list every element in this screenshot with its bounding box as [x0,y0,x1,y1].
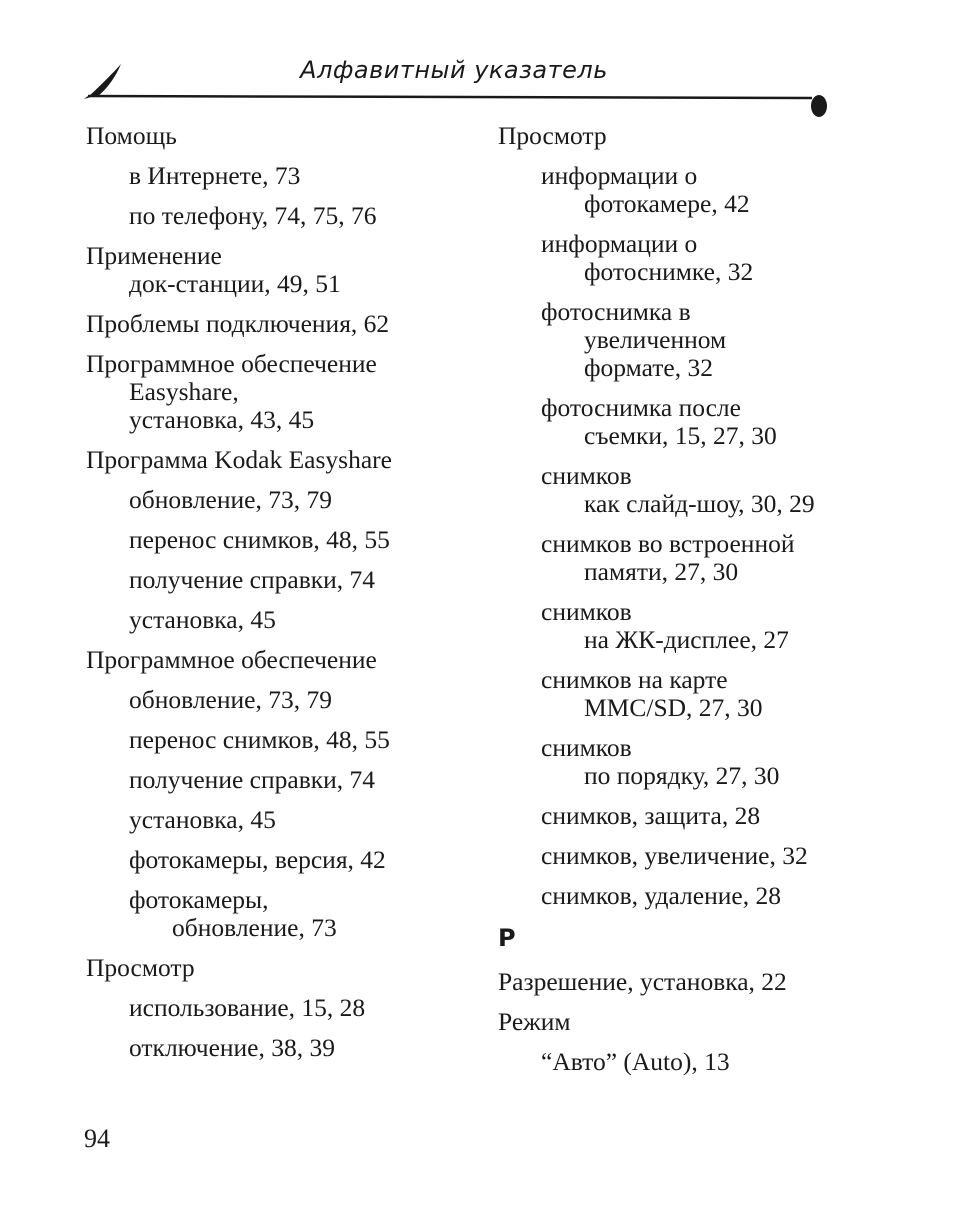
index-entry [498,122,898,150]
index-entry [86,726,486,754]
index-term-continuation: фотокамере, 42 [584,189,750,218]
index-entry [86,242,486,298]
index-term: снимков на карте [541,665,728,694]
index-term: Программное обеспечение [86,349,377,378]
index-entry [498,394,898,450]
index-entry [498,734,898,790]
index-term: снимков во встроенной [541,529,795,558]
index-entry [498,802,898,830]
index-entry [498,530,898,586]
index-entry [86,350,486,434]
index-term: перенос снимков, 48, 55 [129,725,390,754]
index-term: обновление, 73, 79 [129,685,332,714]
index-entry [86,954,486,982]
index-term: Просмотр [86,953,195,982]
index-entry [86,994,486,1022]
index-term: получение справки, 74 [129,765,376,794]
index-entry [498,162,898,218]
index-entry [498,882,898,910]
index-term: Проблемы подключения, 62 [86,309,390,338]
index-term: фотокамеры, версия, 42 [129,845,386,874]
index-entry [86,646,486,674]
index-term: фотоснимка в [541,297,691,326]
index-term: обновление, 73, 79 [129,485,332,514]
index-term: перенос снимков, 48, 55 [129,525,390,554]
index-term: Разрешение, установка, 22 [498,967,787,996]
index-entry [498,1008,898,1036]
index-entry [86,162,486,190]
index-term: установка, 45 [129,805,276,834]
index-term: фотоснимка после [541,393,741,422]
index-term-continuation: памяти, 27, 30 [584,557,739,586]
index-term: информации о [541,229,698,258]
index-entry [86,310,486,338]
index-term-continuation: увеличенном [584,325,727,354]
index-term: по телефону, 74, 75, 76 [129,201,377,230]
index-entry [86,686,486,714]
index-term-continuation: на ЖК-дисплее, 27 [584,625,789,654]
index-term: информации о [541,161,698,190]
index-term: снимков, увеличение, 32 [541,841,808,870]
index-entry [86,446,486,474]
index-entry [86,486,486,514]
index-term: Просмотр [498,121,607,150]
index-term-continuation: установка, 43, 45 [129,405,315,434]
index-term-continuation: обновление, 73 [172,913,337,942]
index-entry [86,846,486,874]
index-term-continuation: MMC/SD, 27, 30 [584,693,763,722]
index-term: снимков, удаление, 28 [541,881,781,910]
index-entry [498,1048,898,1076]
index-term-continuation: формате, 32 [584,353,713,382]
index-term: Р [498,924,516,952]
index-entry [498,842,898,870]
index-term: получение справки, 74 [129,565,376,594]
index-letter-heading [498,924,898,952]
index-entry [86,122,486,150]
index-entry [86,766,486,794]
page-number: 94 [84,1124,110,1153]
index-term: Программа Kodak Easyshare [86,445,392,474]
index-term: Помощь [86,121,177,150]
index-entry [86,202,486,230]
index-entry [86,886,486,942]
index-term: Режим [498,1007,571,1036]
index-term-continuation: док-станции, 49, 51 [129,269,341,298]
index-term: отключение, 38, 39 [129,1033,336,1062]
index-column-left [86,122,486,1062]
index-entry [498,298,898,382]
index-entry [498,462,898,518]
index-term: снимков [541,461,632,490]
index-term: в Интернете, 73 [129,161,301,190]
index-entry [86,606,486,634]
index-term: снимков [541,597,632,626]
index-entry [86,806,486,834]
index-entry [498,666,898,722]
index-term-continuation: по порядку, 27, 30 [584,761,780,790]
index-term: установка, 45 [129,605,276,634]
page-header-title: Алфавитный указатель [300,56,608,84]
index-term: Применение [86,241,222,270]
index-entry [86,1034,486,1062]
index-term-continuation: Easyshare, [129,377,239,406]
index-term-continuation: фотоснимке, 32 [584,257,754,286]
index-entry [498,598,898,654]
index-entry [498,230,898,286]
index-term: снимков [541,733,632,762]
index-entry [86,526,486,554]
index-term: “Авто” (Auto), 13 [541,1047,730,1076]
index-term-continuation: как слайд-шоу, 30, 29 [584,489,815,518]
index-term: Программное обеспечение [86,645,377,674]
index-term-continuation: съемки, 15, 27, 30 [584,421,777,450]
index-term: снимков, защита, 28 [541,801,761,830]
index-entry [86,566,486,594]
index-term: использование, 15, 28 [129,993,366,1022]
index-column-right [498,122,898,1076]
index-term: фотокамеры, [129,885,269,914]
index-entry [498,968,898,996]
